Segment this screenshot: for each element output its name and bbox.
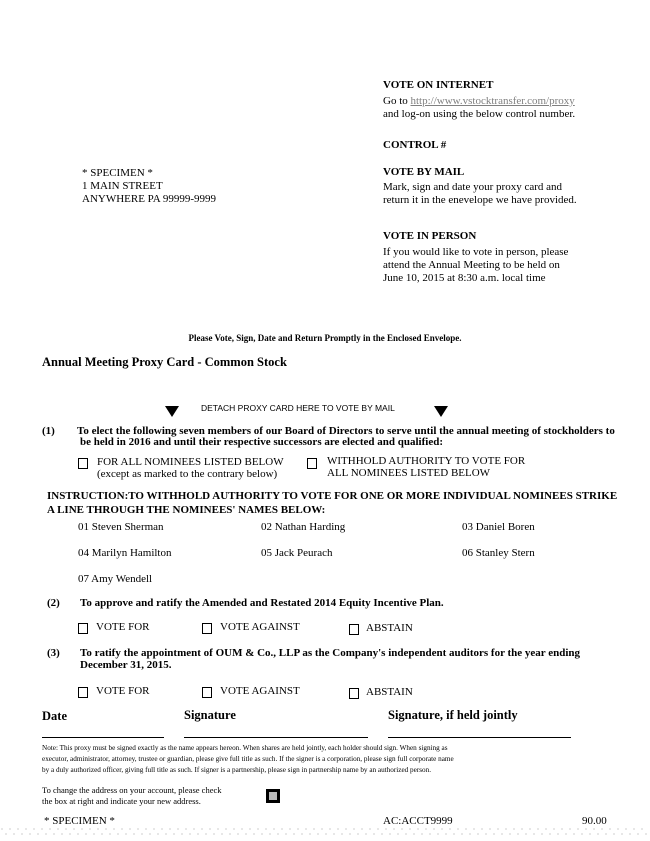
vote-person-heading: VOTE IN PERSON xyxy=(383,230,477,242)
perforation-dot xyxy=(409,828,410,829)
note-line2: executor, administrator, attorney, trustee or guardian, please give full title as such. If the signer is a corporation, please sign full corporate name xyxy=(42,755,454,763)
perforation-dot xyxy=(197,833,198,834)
perforation-dot xyxy=(557,833,558,834)
perforation-dot xyxy=(641,828,642,829)
perforation-dot xyxy=(281,828,282,829)
nominee-item[interactable]: 06 Stanley Stern xyxy=(462,547,535,559)
perforation-dot xyxy=(421,833,422,834)
proposal2-text: To approve and ratify the Amended and Restated 2014 Equity Incentive Plan. xyxy=(80,597,444,609)
perforation-dot xyxy=(245,833,246,834)
address-line3: ANYWHERE PA 99999-9999 xyxy=(82,193,217,205)
perforation-dot xyxy=(241,828,242,829)
perforation-dot xyxy=(385,828,386,829)
proposal2-abstain-checkbox[interactable] xyxy=(349,624,359,635)
perforation-dot xyxy=(453,833,454,834)
vote-person-line2: attend the Annual Meeting to be held on xyxy=(383,259,560,271)
perforation-dot xyxy=(9,828,10,829)
perforation-dot xyxy=(645,833,646,834)
perforation-dot xyxy=(161,828,162,829)
for-all-label-line2: (except as marked to the contrary below) xyxy=(97,468,278,480)
card-title: Annual Meeting Proxy Card - Common Stock xyxy=(42,355,287,369)
proposal3-vote-for-checkbox[interactable] xyxy=(78,687,88,698)
perforation-dot xyxy=(233,828,234,829)
perforation-dot xyxy=(113,828,114,829)
perforation-dot xyxy=(401,828,402,829)
perforation-dot xyxy=(329,828,330,829)
perforation-dot xyxy=(569,828,570,829)
address-change-text xyxy=(42,785,221,807)
perforation-dot xyxy=(561,828,562,829)
perforation-dot xyxy=(65,828,66,829)
perforation-dot xyxy=(593,828,594,829)
perforation-dot xyxy=(497,828,498,829)
footer-account: AC:ACCT9999 xyxy=(383,815,453,827)
date-label: Date xyxy=(42,709,67,723)
nominee-item[interactable]: 03 Daniel Boren xyxy=(462,521,535,533)
vote-mail-line1: Mark, sign and date your proxy card and xyxy=(383,181,563,193)
proposal2-vote-against-checkbox[interactable] xyxy=(202,623,212,634)
perforation-dot xyxy=(589,833,590,834)
perforation-dot xyxy=(457,828,458,829)
perforation-dot xyxy=(633,828,634,829)
for-all-label-line1: FOR ALL NOMINEES LISTED BELOW xyxy=(97,456,284,468)
perforation-dot xyxy=(141,833,142,834)
perforation-dot xyxy=(165,833,166,834)
date-line[interactable] xyxy=(42,737,164,738)
perforation-dot xyxy=(445,833,446,834)
control-number-heading: CONTROL # xyxy=(383,139,447,151)
withhold-label-line2: ALL NOMINEES LISTED BELOW xyxy=(327,467,491,479)
joint-signature-label: Signature, if held jointly xyxy=(388,708,518,722)
perforation-dot xyxy=(1,828,2,829)
perforation-dot xyxy=(89,828,90,829)
perforation-dot xyxy=(49,828,50,829)
perforation-dot xyxy=(301,833,302,834)
perforation-dot xyxy=(77,833,78,834)
perforation-dot xyxy=(341,833,342,834)
perforation-dot xyxy=(217,828,218,829)
vote-person-line1: If you would like to vote in person, please xyxy=(383,246,569,258)
perforation-dot xyxy=(185,828,186,829)
proposal1-text-line2: be held in 2016 and until their respective successors are elected and qualified: xyxy=(80,436,443,448)
perforation-dot xyxy=(149,833,150,834)
perforation-dot xyxy=(465,828,466,829)
perforation-dot xyxy=(381,833,382,834)
perforation-dot xyxy=(269,833,270,834)
proposal3-vote-against-label: VOTE AGAINST xyxy=(220,685,300,697)
detach-arrow-left-icon xyxy=(165,406,179,417)
address-line2: 1 MAIN STREET xyxy=(82,180,163,192)
perforation-dot xyxy=(205,833,206,834)
proposal2-vote-for-label: VOTE FOR xyxy=(96,621,150,633)
perforation-dot xyxy=(25,828,26,829)
proposal3-text-line2: December 31, 2015. xyxy=(80,659,172,671)
perforation-dot xyxy=(353,828,354,829)
address-change-line2: the box at right and indicate your new address. xyxy=(42,796,201,806)
perforation-dot xyxy=(153,828,154,829)
proposal2-abstain-label: ABSTAIN xyxy=(366,622,413,634)
perforation-dot xyxy=(293,833,294,834)
nominee-item[interactable]: 02 Nathan Harding xyxy=(261,521,346,533)
perforation-dot xyxy=(521,828,522,829)
perforation-dot xyxy=(537,828,538,829)
perforation-dot xyxy=(201,828,202,829)
address-line1: * SPECIMEN * xyxy=(82,167,153,179)
perforation-dot xyxy=(601,828,602,829)
perforation-dot xyxy=(109,833,110,834)
perforation-dot xyxy=(417,828,418,829)
perforation-dot xyxy=(97,828,98,829)
footer-amount: 90.00 xyxy=(582,815,607,827)
proposal2-vote-against-label: VOTE AGAINST xyxy=(220,621,300,633)
perforation-dot xyxy=(289,828,290,829)
vote-internet-heading: VOTE ON INTERNET xyxy=(383,79,494,91)
perforation-dot xyxy=(357,833,358,834)
vote-mail-line2: return it in the enevelope we have provided. xyxy=(383,194,577,206)
perforation-dot xyxy=(225,828,226,829)
nominee-item[interactable]: 01 Steven Sherman xyxy=(78,521,164,533)
nominee-item[interactable]: 07 Amy Wendell xyxy=(78,573,153,585)
perforation-dot xyxy=(41,828,42,829)
address-change-checkbox[interactable] xyxy=(266,789,280,803)
detach-arrow-right-icon xyxy=(434,406,448,417)
proposal3-number: (3) xyxy=(47,647,60,659)
for-all-nominees-checkbox[interactable] xyxy=(78,458,88,469)
perforation-dot xyxy=(101,833,102,834)
perforation-dot xyxy=(565,833,566,834)
proposal3-abstain-checkbox[interactable] xyxy=(349,688,359,699)
perforation-dot xyxy=(573,833,574,834)
perforation-dot xyxy=(249,828,250,829)
perforation-dot xyxy=(125,833,126,834)
perforation-dot xyxy=(173,833,174,834)
perforation-dot xyxy=(373,833,374,834)
perforation-dot xyxy=(437,833,438,834)
instruction-line2: A LINE THROUGH THE NOMINEES' NAMES BELOW: xyxy=(47,504,326,516)
proposal3-text-line1: To ratify the appointment of OUM & Co., LLP as the Company's independent auditors for the year ending xyxy=(80,647,581,659)
perforation-dot xyxy=(513,828,514,829)
perforation-dot xyxy=(305,828,306,829)
perforation-dot xyxy=(425,828,426,829)
perforation-dot xyxy=(585,828,586,829)
note-line1: Note: This proxy must be signed exactly as the name appears hereon. When shares are held jointly, each holder should sign. When signing as xyxy=(42,744,448,752)
perforation-dot xyxy=(221,833,222,834)
perforation-dot xyxy=(29,833,30,834)
perforation-dot xyxy=(257,828,258,829)
perforation-dot xyxy=(389,833,390,834)
perforation-dots xyxy=(0,826,650,838)
perforation-dot xyxy=(53,833,54,834)
perforation-dot xyxy=(5,833,6,834)
perforation-dot xyxy=(177,828,178,829)
perforation-dot xyxy=(469,833,470,834)
perforation-dot xyxy=(597,833,598,834)
perforation-dot xyxy=(157,833,158,834)
signing-note xyxy=(42,743,454,776)
perforation-dot xyxy=(505,828,506,829)
vote-person-line3: June 10, 2015 at 8:30 a.m. local time xyxy=(383,272,546,284)
instruction-line1 xyxy=(47,490,617,503)
perforation-dot xyxy=(237,833,238,834)
perforation-dot xyxy=(317,833,318,834)
vote-mail-heading: VOTE BY MAIL xyxy=(383,166,465,178)
perforation-dot xyxy=(21,833,22,834)
perforation-dot xyxy=(261,833,262,834)
signature-line[interactable] xyxy=(184,737,368,738)
perforation-dot xyxy=(549,833,550,834)
perforation-dot xyxy=(477,833,478,834)
perforation-dot xyxy=(413,833,414,834)
perforation-dot xyxy=(605,833,606,834)
proposal2-vote-for-checkbox[interactable] xyxy=(78,623,88,634)
perforation-dot xyxy=(545,828,546,829)
detach-instruction: DETACH PROXY CARD HERE TO VOTE BY MAIL xyxy=(201,403,395,413)
nominee-item[interactable]: 05 Jack Peurach xyxy=(261,547,333,559)
vote-internet-goto xyxy=(383,95,575,108)
perforation-dot xyxy=(145,828,146,829)
perforation-dot xyxy=(345,828,346,829)
note-line3: by a duly authorized officer, giving full title as such. If signer is a partnership, please sign in partnership name by an authorized person. xyxy=(42,766,431,774)
perforation-dot xyxy=(365,833,366,834)
perforation-dot xyxy=(265,828,266,829)
proxy-url-link[interactable]: http://www.vstocktransfer.com/proxy xyxy=(410,95,575,107)
withhold-label-line1: WITHHOLD AUTHORITY TO VOTE FOR xyxy=(327,455,526,467)
perforation-dot xyxy=(85,833,86,834)
perforation-dot xyxy=(449,828,450,829)
perforation-dot xyxy=(473,828,474,829)
perforation-dot xyxy=(617,828,618,829)
perforation-dot xyxy=(297,828,298,829)
perforation-dot xyxy=(57,828,58,829)
perforation-dot xyxy=(637,833,638,834)
address-change-checkbox-inner xyxy=(269,792,277,800)
perforation-dot xyxy=(529,828,530,829)
proposal1-number: (1) xyxy=(42,425,55,437)
perforation-dot xyxy=(429,833,430,834)
perforation-dot xyxy=(73,828,74,829)
perforation-dot xyxy=(609,828,610,829)
perforation-dot xyxy=(105,828,106,829)
perforation-dot xyxy=(485,833,486,834)
proposal2-number: (2) xyxy=(47,597,60,609)
perforation-dot xyxy=(33,828,34,829)
perforation-dot xyxy=(17,828,18,829)
perforation-dot xyxy=(493,833,494,834)
perforation-dot xyxy=(137,828,138,829)
perforation-dot xyxy=(577,828,578,829)
footer-specimen: * SPECIMEN * xyxy=(44,815,115,827)
perforation-dot xyxy=(613,833,614,834)
perforation-dot xyxy=(369,828,370,829)
perforation-dot xyxy=(313,828,314,829)
perforation-dot xyxy=(69,833,70,834)
perforation-dot xyxy=(169,828,170,829)
perforation-dot xyxy=(321,828,322,829)
perforation-dot xyxy=(629,833,630,834)
goto-label: Go to xyxy=(383,95,408,107)
perforation-dot xyxy=(377,828,378,829)
perforation-dot xyxy=(81,828,82,829)
perforation-dot xyxy=(285,833,286,834)
perforation-dot xyxy=(229,833,230,834)
perforation-dot xyxy=(117,833,118,834)
nominee-item[interactable]: 04 Marilyn Hamilton xyxy=(78,547,172,559)
proposal1-text-line1: To elect the following seven members of our Board of Directors to serve until the annual meeting of stockholders to xyxy=(77,425,615,437)
perforation-dot xyxy=(625,828,626,829)
perforation-dot xyxy=(13,833,14,834)
perforation-dot xyxy=(541,833,542,834)
perforation-dot xyxy=(433,828,434,829)
perforation-dot xyxy=(393,828,394,829)
perforation-dot xyxy=(121,828,122,829)
perforation-dot xyxy=(273,828,274,829)
perforation-dot xyxy=(337,828,338,829)
proposal3-vote-against-checkbox[interactable] xyxy=(202,687,212,698)
perforation-dot xyxy=(61,833,62,834)
perforation-dot xyxy=(441,828,442,829)
perforation-dot xyxy=(45,833,46,834)
perforation-dot xyxy=(361,828,362,829)
perforation-dot xyxy=(349,833,350,834)
instruction-text: TO WITHHOLD AUTHORITY TO VOTE FOR ONE OR MORE INDIVIDUAL NOMINEES STRIKE xyxy=(128,490,618,502)
signature-label: Signature xyxy=(184,708,236,722)
perforation-dot xyxy=(481,828,482,829)
perforation-dot xyxy=(525,833,526,834)
proposal3-abstain-label: ABSTAIN xyxy=(366,686,413,698)
perforation-dot xyxy=(325,833,326,834)
vote-internet-instructions: and log-on using the below control number. xyxy=(383,108,576,120)
perforation-dot xyxy=(333,833,334,834)
perforation-dot xyxy=(517,833,518,834)
perforation-dot xyxy=(621,833,622,834)
perforation-dot xyxy=(405,833,406,834)
perforation-dot xyxy=(489,828,490,829)
perforation-dot xyxy=(209,828,210,829)
perforation-dot xyxy=(397,833,398,834)
perforation-dot xyxy=(93,833,94,834)
perforation-dot xyxy=(509,833,510,834)
withhold-all-checkbox[interactable] xyxy=(307,458,317,469)
perforation-dot xyxy=(37,833,38,834)
please-vote-notice: Please Vote, Sign, Date and Return Promptly in the Enclosed Envelope. xyxy=(188,333,462,343)
instruction-label: INSTRUCTION: xyxy=(47,490,129,502)
perforation-dot xyxy=(133,833,134,834)
perforation-dot xyxy=(461,833,462,834)
perforation-dot xyxy=(533,833,534,834)
perforation-dot xyxy=(581,833,582,834)
perforation-dot xyxy=(309,833,310,834)
perforation-dot xyxy=(253,833,254,834)
address-change-line1: To change the address on your account, please check xyxy=(42,785,222,795)
perforation-dot xyxy=(277,833,278,834)
perforation-dot xyxy=(189,833,190,834)
perforation-dot xyxy=(213,833,214,834)
perforation-dot xyxy=(181,833,182,834)
perforation-dot xyxy=(553,828,554,829)
perforation-dot xyxy=(129,828,130,829)
perforation-dot xyxy=(501,833,502,834)
proposal3-vote-for-label: VOTE FOR xyxy=(96,685,150,697)
perforation-dot xyxy=(193,828,194,829)
joint-signature-line[interactable] xyxy=(388,737,571,738)
